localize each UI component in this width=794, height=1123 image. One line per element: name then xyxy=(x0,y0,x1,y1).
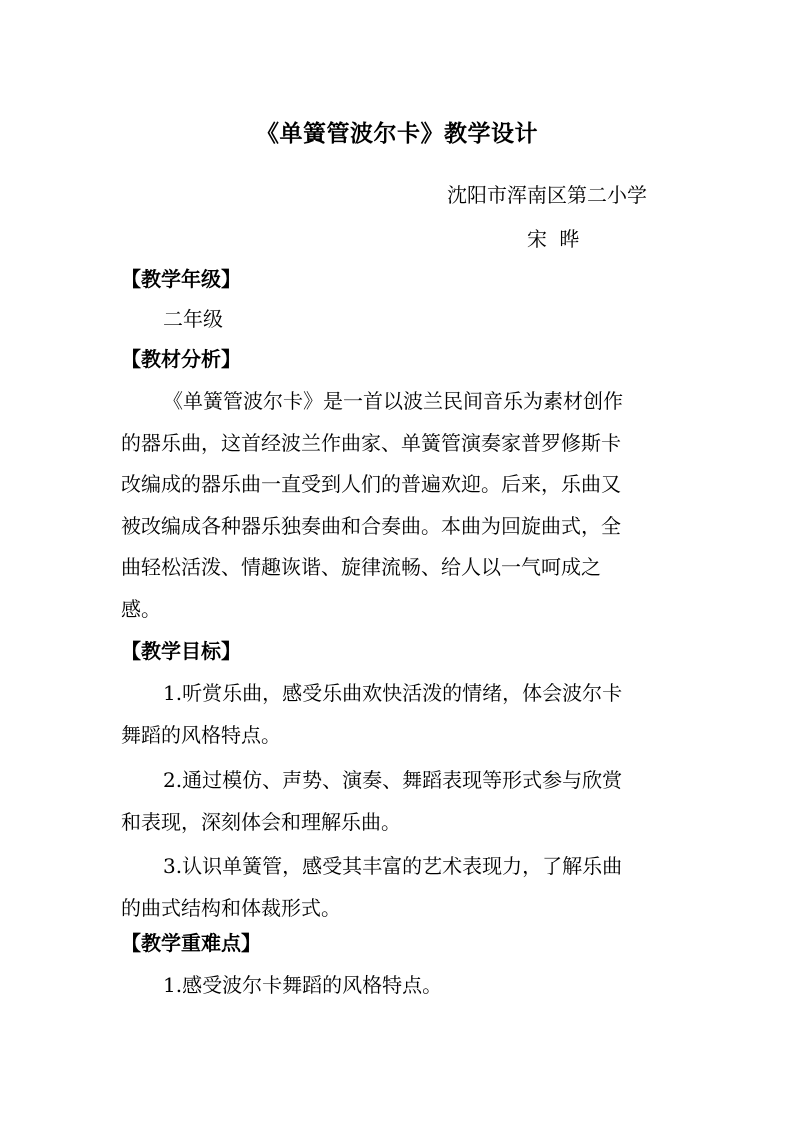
key-point-item-1 xyxy=(121,965,651,1007)
goal-item-2 xyxy=(121,760,651,843)
goal-line: 2.通过模仿、声势、演奏、舞蹈表现等形式参与欣赏 xyxy=(163,768,623,792)
analysis-line: 感。 xyxy=(121,596,161,621)
goal-line: 和表现，深刻体会和理解乐曲。 xyxy=(121,809,401,834)
analysis-paragraph xyxy=(121,381,651,630)
analysis-line: 曲轻松活泼、情趣诙谐、旋律流畅、给人以一气呵成之 xyxy=(121,555,601,579)
goal-item-1 xyxy=(121,673,651,756)
document-title: 《单簧管波尔卡》教学设计 xyxy=(256,120,538,147)
heading-analysis: 【教材分析】 xyxy=(121,347,241,371)
key-point-line: 1.感受波尔卡舞蹈的风格特点。 xyxy=(163,973,443,997)
analysis-line: 被改编成各种器乐独奏曲和合奏曲。本曲为回旋曲式，全 xyxy=(121,513,621,538)
heading-grade: 【教学年级】 xyxy=(121,267,241,291)
grade-text xyxy=(121,299,651,341)
author-name: 宋 晔 xyxy=(527,227,580,251)
goal-line: 舞蹈的风格特点。 xyxy=(121,722,281,747)
goal-line: 3.认识单簧管，感受其丰富的艺术表现力，了解乐曲 xyxy=(163,854,623,878)
heading-key-points: 【教学重难点】 xyxy=(121,931,261,955)
analysis-line: 的器乐曲，这首经波兰作曲家、单簧管演奏家普罗修斯卡 xyxy=(121,430,621,455)
grade-line: 二年级 xyxy=(163,307,223,331)
analysis-line: 《单簧管波尔卡》是一首以波兰民间音乐为素材创作 xyxy=(163,389,623,413)
analysis-line: 改编成的器乐曲一直受到人们的普遍欢迎。后来，乐曲又 xyxy=(121,472,621,496)
goal-line: 1.听赏乐曲，感受乐曲欢快活泼的情绪，体会波尔卡 xyxy=(163,681,623,705)
school-name: 沈阳市浑南区第二小学 xyxy=(447,183,647,207)
goal-line: 的曲式结构和体裁形式。 xyxy=(121,895,341,920)
heading-goals: 【教学目标】 xyxy=(121,639,241,663)
goal-item-3 xyxy=(121,846,651,929)
